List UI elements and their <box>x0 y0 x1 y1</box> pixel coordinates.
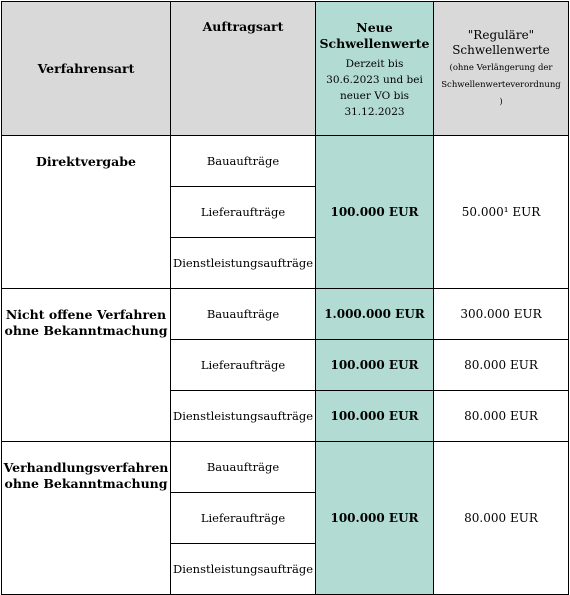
regulaer-value-cell: 300.000 EUR <box>434 289 569 340</box>
auftragsart-cell: Lieferaufträge <box>171 187 316 238</box>
verfahren-verhandlungsverfahren <box>2 442 171 595</box>
header-neue-subtitle-line: 31.12.2023 <box>344 106 405 118</box>
neu-value-cell: 1.000.000 EUR <box>316 289 434 340</box>
header-regulaere-title-line: Schwellenwerte <box>452 43 550 57</box>
header-regulaere-title-line: "Reguläre" <box>467 28 535 42</box>
verfahren-label-line: ohne Bekanntmachung <box>4 323 168 338</box>
header-verfahrensart: Verfahrensart <box>2 2 171 136</box>
auftragsart-cell: Lieferaufträge <box>171 493 316 544</box>
auftragsart-cell: Dienstleistungsaufträge <box>171 238 316 289</box>
verfahren-label-line: Nicht offene Verfahren <box>5 307 167 322</box>
verfahren-label: Direktvergabe <box>36 154 136 169</box>
auftragsart-cell: Bauaufträge <box>171 136 316 187</box>
auftragsart-cell: Bauaufträge <box>171 289 316 340</box>
header-regulaere-title <box>434 28 568 58</box>
neu-value-cell: 100.000 EUR <box>316 391 434 442</box>
auftragsart-cell: Bauaufträge <box>171 442 316 493</box>
header-auftragsart: Auftragsart <box>171 2 316 136</box>
header-neue-subtitle-line: Derzeit bis <box>345 58 404 70</box>
verfahren-label-line: Verhandlungsverfahren <box>3 460 169 475</box>
header-neue-title <box>316 20 433 52</box>
regulaer-value-cell: 80.000 EUR <box>434 340 569 391</box>
header-regulaere-subtitle-line: (ohne Verlängerung der <box>449 63 553 73</box>
header-neue-schwellenwerte <box>316 2 434 136</box>
auftragsart-cell: Dienstleistungsaufträge <box>171 391 316 442</box>
header-neue-title-line: Neue <box>356 20 393 35</box>
table-row <box>2 442 569 493</box>
auftragsart-cell: Lieferaufträge <box>171 340 316 391</box>
regulaer-value-cell: 50.000¹ EUR <box>434 136 569 289</box>
header-neue-subtitle <box>316 56 433 120</box>
table-row <box>2 136 569 187</box>
header-neue-subtitle-line: neuer VO bis <box>339 90 410 102</box>
neu-value-cell: 100.000 EUR <box>316 136 434 289</box>
verfahren-label-line: ohne Bekanntmachung <box>4 476 168 491</box>
header-regulaere-subtitle-line: Schwellenwerteverordnung <box>441 80 561 90</box>
header-regulaere-subtitle-line: ) <box>499 97 503 107</box>
auftragsart-cell: Dienstleistungsaufträge <box>171 544 316 595</box>
header-row <box>2 2 569 136</box>
header-regulaere-subtitle <box>434 60 568 111</box>
neu-value-cell: 100.000 EUR <box>316 340 434 391</box>
neu-value-cell: 100.000 EUR <box>316 442 434 595</box>
table-row <box>2 289 569 340</box>
verfahren-nicht-offen <box>2 289 171 442</box>
header-neue-subtitle-line: 30.6.2023 und bei <box>326 74 423 86</box>
threshold-table <box>1 1 569 595</box>
header-neue-title-line: Schwellenwerte <box>319 36 430 51</box>
header-regulaere-schwellenwerte <box>434 2 569 136</box>
regulaer-value-cell: 80.000 EUR <box>434 391 569 442</box>
verfahren-direktvergabe <box>2 136 171 289</box>
regulaer-value-cell: 80.000 EUR <box>434 442 569 595</box>
